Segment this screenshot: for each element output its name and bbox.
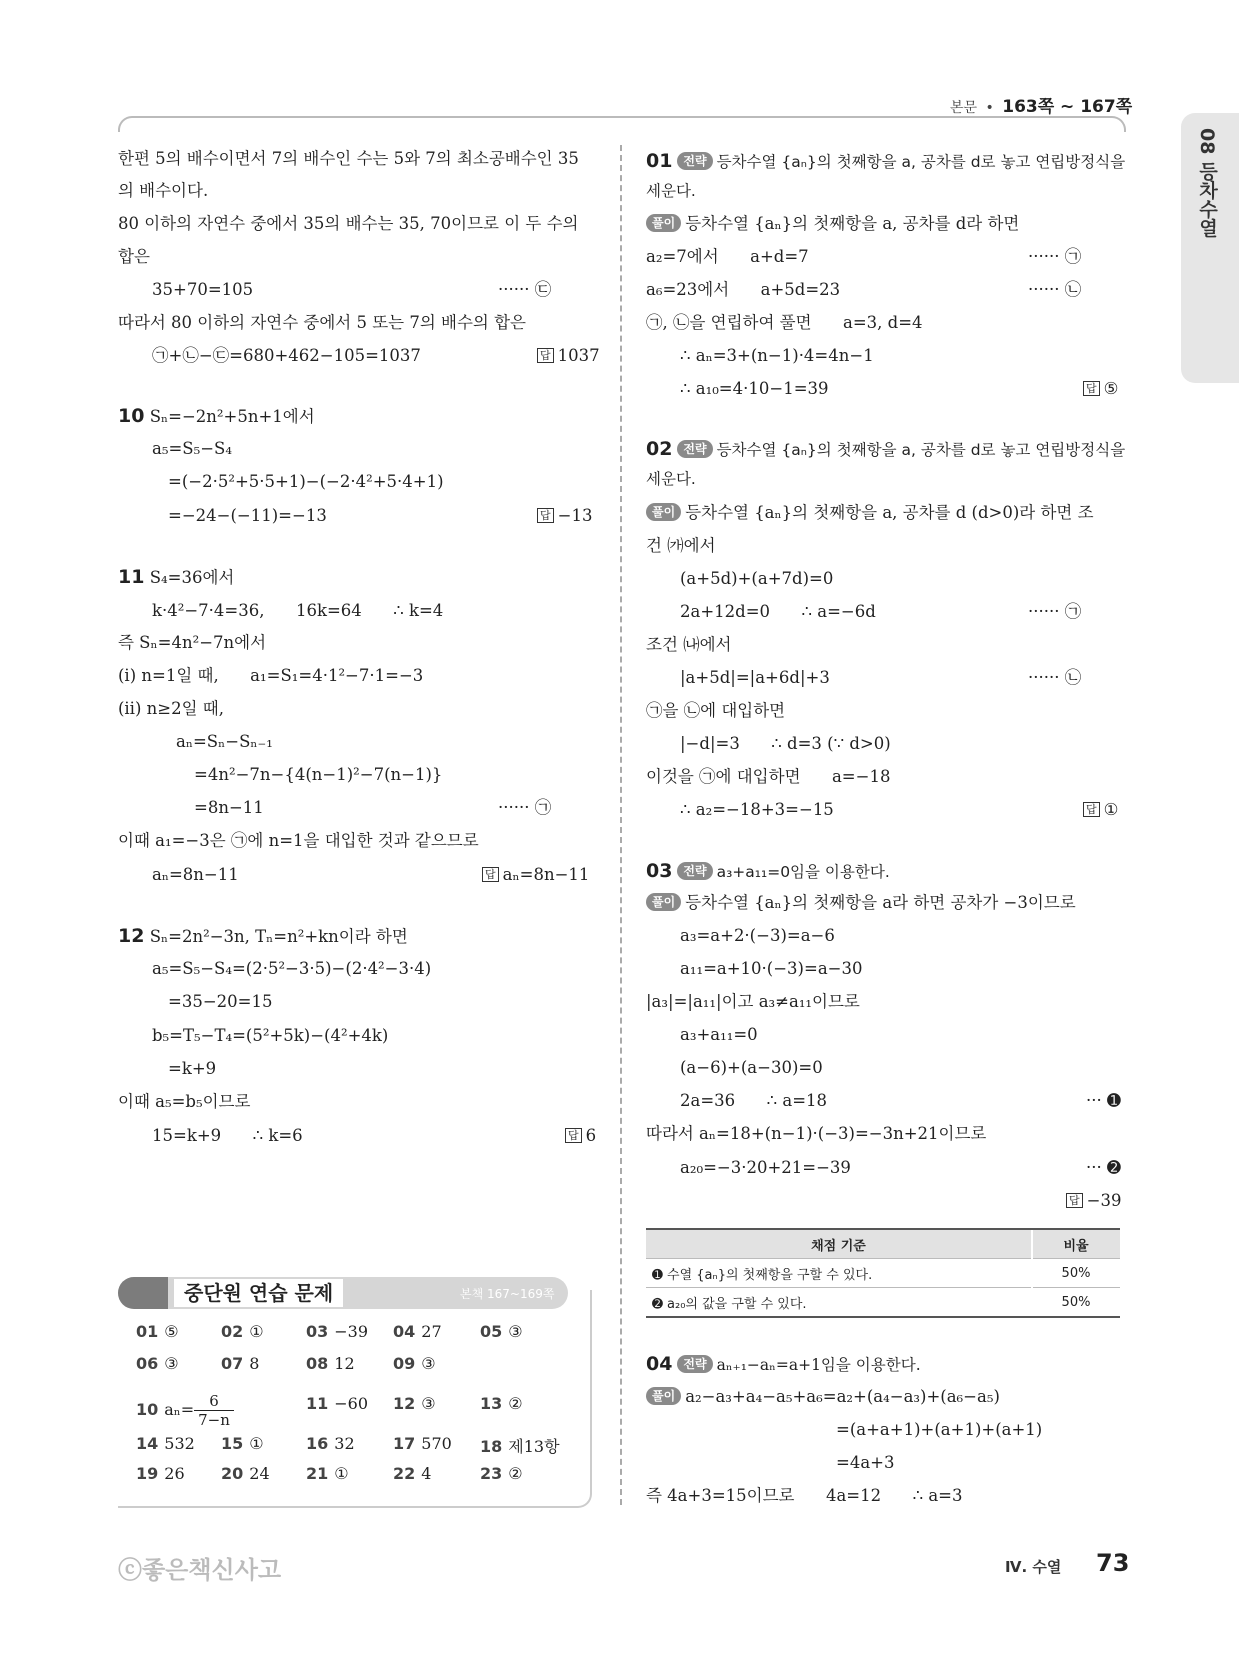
review-answer: 03 −39 <box>306 1322 369 1341</box>
text-line: Sₙ=2n²−3n, Tₙ=n²+kn이라 하면 <box>149 927 408 946</box>
problem-number: 01 <box>646 150 673 172</box>
equation: a₁₁=a+10·(−3)=a−30 <box>680 959 863 978</box>
page-header <box>950 92 1132 117</box>
strategy-text: 세운다. <box>646 470 696 488</box>
equation: ㉠+㉡−㉢=680+462−105=1037 <box>152 346 421 365</box>
equation: aₙ=Sₙ−Sₙ₋₁ <box>176 732 273 751</box>
review-answer: 04 27 <box>393 1322 442 1341</box>
strategy-tag: 전략 <box>677 1355 712 1373</box>
answer <box>537 345 600 367</box>
equation: =35−20=15 <box>168 992 273 1011</box>
side-tab-label: 08 등차수열 <box>1196 128 1218 238</box>
equation: (a+5d)+(a+7d)=0 <box>680 569 834 588</box>
solution-line: 풀이 등차수열 {aₙ}의 첫째항을 a라 하면 공차가 −3이므로 <box>646 892 1076 914</box>
top-rule <box>118 116 1126 132</box>
answer-value: ① <box>1103 800 1119 819</box>
answer <box>537 505 592 527</box>
answer-mark: 답 <box>1066 1193 1083 1208</box>
text-line: 이것을 ㉠에 대입하면 a=−18 <box>646 767 891 786</box>
review-answer: 02 ① <box>221 1322 264 1341</box>
text-line: 조건 ㈏에서 <box>646 635 732 654</box>
fraction <box>194 1392 234 1429</box>
review-answer: 16 32 <box>306 1434 355 1453</box>
text-line: 따라서 80 이하의 자연수 중에서 5 또는 7의 배수의 합은 <box>118 313 526 332</box>
text-line: Sₙ=−2n²+5n+1에서 <box>149 407 315 426</box>
fraction-denominator: 7−n <box>198 1411 230 1429</box>
strategy-text: 등차수열 {aₙ}의 첫째항을 a, 공차를 d로 놓고 연립방정식을 <box>716 441 1126 459</box>
equation: k·4²−7·4=36, 16k=64 ∴ k=4 <box>152 601 444 620</box>
answer-mark: 답 <box>565 1128 582 1143</box>
problem-number: 10 <box>118 405 145 427</box>
review-answer: 11 −60 <box>306 1394 369 1413</box>
review-header-accent <box>118 1277 168 1309</box>
review-answer: 17 570 <box>393 1434 452 1453</box>
review-answer: 19 26 <box>136 1464 185 1483</box>
equation: a₃+a₁₁=0 <box>680 1025 758 1044</box>
answer-value: 1037 <box>557 346 600 365</box>
answer-value: ⑤ <box>1103 379 1119 398</box>
solution-line: 풀이 등차수열 {aₙ}의 첫째항을 a, 공차를 d라 하면 <box>646 213 1019 235</box>
problem-number: 04 <box>646 1353 673 1375</box>
header-prefix: 본문 <box>950 100 978 116</box>
equation: a₅=S₅−S₄ <box>152 439 232 458</box>
text-line: 건 ㈎에서 <box>646 536 716 555</box>
grading-ratio: 50% <box>1032 1259 1120 1288</box>
text-line: S₄=36에서 <box>149 568 235 587</box>
equation-marker: ······ ㉠ <box>1028 602 1082 621</box>
equation: =−24−(−11)=−13 <box>168 506 327 525</box>
header-range: 163쪽 ~ 167쪽 <box>1002 97 1133 117</box>
equation: a₅=S₅−S₄=(2·5²−3·5)−(2·4²−3·4) <box>152 959 432 978</box>
problem-number: 12 <box>118 925 145 947</box>
equation-marker: ······ ㉡ <box>1028 280 1082 299</box>
strategy-text: aₙ₊₁−aₙ=a+1임을 이용한다. <box>716 1356 921 1374</box>
review-answer: 12 ③ <box>393 1394 436 1413</box>
problem-number: 11 <box>118 566 145 588</box>
solution-tag: 풀이 <box>646 214 681 232</box>
grading-table-header <box>646 1229 1120 1259</box>
table-row <box>646 1288 1120 1318</box>
equation: (a−6)+(a−30)=0 <box>680 1058 823 1077</box>
text-line: 의 배수이다. <box>118 181 209 200</box>
problem-12 <box>118 925 408 948</box>
equation-marker: ······ ㉠ <box>498 798 552 817</box>
equation-marker: ······ ㉢ <box>498 280 552 299</box>
review-title: 중단원 연습 문제 <box>174 1279 343 1307</box>
problem-04 <box>646 1353 921 1376</box>
review-answer: 08 12 <box>306 1354 355 1373</box>
equation: 2a=36 ∴ a=18 <box>680 1091 828 1110</box>
equation: =4a+3 <box>836 1453 895 1472</box>
step-marker: ··· ➋ <box>1086 1158 1121 1177</box>
answer <box>1083 378 1118 400</box>
text-line: 이때 a₅=b₅이므로 <box>118 1092 251 1111</box>
grading-header-criteria: 채점 기준 <box>646 1229 1032 1259</box>
strategy-tag: 전략 <box>677 440 712 458</box>
text-line: 따라서 aₙ=18+(n−1)·(−3)=−3n+21이므로 <box>646 1124 987 1143</box>
strategy-text: 등차수열 {aₙ}의 첫째항을 a, 공차를 d로 놓고 연립방정식을 <box>716 153 1126 171</box>
text-line: (ⅰ) n=1일 때, a₁=S₁=4·1²−7·1=−3 <box>118 666 424 685</box>
equation: a₆=23에서 a+5d=23 <box>646 280 841 299</box>
equation: |a+5d|=|a+6d|+3 <box>680 668 830 687</box>
equation: b₅=T₅−T₄=(5²+5k)−(4²+4k) <box>152 1026 389 1045</box>
review-answer: 09 ③ <box>393 1354 436 1373</box>
answer-value: −13 <box>557 506 593 525</box>
equation: a₂=7에서 a+d=7 <box>646 247 809 266</box>
answer <box>565 1125 596 1147</box>
answer-mark: 답 <box>1083 802 1100 817</box>
review-answer: 01 ⑤ <box>136 1322 179 1341</box>
table-row <box>646 1259 1120 1288</box>
answer-mark: 답 <box>482 867 499 882</box>
review-answer: 22 4 <box>393 1464 432 1483</box>
column-divider <box>620 145 622 1505</box>
text-line: |a₃|=|a₁₁|이고 a₃≠a₁₁이므로 <box>646 992 860 1011</box>
review-answer: 18 제13항 <box>480 1437 560 1456</box>
equation: 2a+12d=0 ∴ a=−6d <box>680 602 876 621</box>
answer-value: 6 <box>585 1126 597 1145</box>
strategy-text: a₃+a₁₁=0임을 이용한다. <box>716 863 890 881</box>
answer-value: −39 <box>1086 1191 1122 1210</box>
solution-tag: 풀이 <box>646 1387 681 1405</box>
problem-number: 03 <box>646 860 673 882</box>
strategy-tag: 전략 <box>677 862 712 880</box>
text-line: 80 이하의 자연수 중에서 35의 배수는 35, 70이므로 이 두 수의 <box>118 214 579 233</box>
answer <box>1083 799 1118 821</box>
equation: =(a+a+1)+(a+1)+(a+1) <box>836 1420 1043 1439</box>
answer-mark: 답 <box>1083 381 1100 396</box>
answer <box>1066 1190 1121 1212</box>
equation-marker: ······ ㉡ <box>1028 668 1082 687</box>
review-answer: 20 24 <box>221 1464 270 1483</box>
equation: ∴ aₙ=3+(n−1)·4=4n−1 <box>680 346 874 365</box>
review-answer: 05 ③ <box>480 1322 523 1341</box>
equation: ∴ a₁₀=4·10−1=39 <box>680 379 829 398</box>
bullet: • <box>985 100 994 116</box>
grading-criteria: ➋ a₂₀의 값을 구할 수 있다. <box>646 1288 1032 1318</box>
strategy-text: 세운다. <box>646 182 696 200</box>
equation-marker: ······ ㉠ <box>1028 247 1082 266</box>
text-line: 한편 5의 배수이면서 7의 배수인 수는 5와 7의 최소공배수인 35 <box>118 149 579 168</box>
chapter-label: Ⅳ. 수열 <box>1005 1558 1062 1576</box>
equation: ∴ a₂=−18+3=−15 <box>680 800 834 819</box>
problem-02 <box>646 438 1125 461</box>
grading-ratio: 50% <box>1032 1288 1120 1318</box>
equation: ㉠, ㉡을 연립하여 풀면 a=3, d=4 <box>646 313 923 332</box>
review-answer: 10 aₙ= $\frac{6}{7-n}$ <box>136 1392 234 1429</box>
problem-01 <box>646 150 1125 173</box>
equation: =(−2·5²+5·5+1)−(−2·4²+5·4+1) <box>168 472 444 491</box>
grading-header-ratio: 비율 <box>1032 1229 1120 1259</box>
solution-tag: 풀이 <box>646 893 681 911</box>
grading-table <box>646 1228 1120 1318</box>
answer <box>482 864 589 886</box>
text-line: 즉 4a+3=15이므로 4a=12 ∴ a=3 <box>646 1486 963 1505</box>
publisher-logo: ⓒ좋은책신사고 <box>118 1556 282 1584</box>
review-answer: 15 ① <box>221 1434 264 1453</box>
review-answer: 06 ③ <box>136 1354 179 1373</box>
equation: 15=k+9 ∴ k=6 <box>152 1126 303 1145</box>
text-line: 즉 Sₙ=4n²−7n에서 <box>118 633 267 652</box>
equation: =4n²−7n−{4(n−1)²−7(n−1)} <box>194 765 443 784</box>
solution-line: 풀이 등차수열 {aₙ}의 첫째항을 a, 공차를 d (d>0)라 하면 조 <box>646 502 1094 524</box>
answer-value: aₙ=8n−11 <box>502 865 590 884</box>
equation: =8n−11 <box>194 798 264 817</box>
text-line: 합은 <box>118 247 150 266</box>
equation: =k+9 <box>168 1059 217 1078</box>
review-answer: 23 ② <box>480 1464 523 1483</box>
problem-10 <box>118 405 315 428</box>
problem-03 <box>646 860 890 883</box>
solution-line: 풀이 a₂−a₃+a₄−a₅+a₆=a₂+(a₄−a₃)+(a₆−a₅) <box>646 1386 1000 1408</box>
equation: |−d|=3 ∴ d=3 (∵ d>0) <box>680 734 891 753</box>
problem-number: 02 <box>646 438 673 460</box>
text-line: ㉠을 ㉡에 대입하면 <box>646 701 786 720</box>
solution-tag: 풀이 <box>646 503 681 521</box>
review-answer: 14 532 <box>136 1434 195 1453</box>
step-marker: ··· ➊ <box>1086 1091 1121 1110</box>
fraction-numerator: 6 <box>194 1392 234 1411</box>
answer-mark: 답 <box>537 348 554 363</box>
review-pages: 본책 167~169쪽 <box>460 1287 555 1301</box>
page-number: 73 <box>1096 1549 1130 1577</box>
equation: a₃=a+2·(−3)=a−6 <box>680 926 835 945</box>
review-answer: 13 ② <box>480 1394 523 1413</box>
equation: 35+70=105 <box>152 280 254 299</box>
text-line: 이때 a₁=−3은 ㉠에 n=1을 대입한 것과 같으므로 <box>118 831 479 850</box>
strategy-tag: 전략 <box>677 152 712 170</box>
text-line: (ⅱ) n≥2일 때, <box>118 699 224 718</box>
equation: a₂₀=−3·20+21=−39 <box>680 1158 851 1177</box>
equation: aₙ=8n−11 <box>152 865 239 884</box>
review-answer: 07 8 <box>221 1354 260 1373</box>
problem-11 <box>118 566 234 589</box>
review-answer: 21 ① <box>306 1464 349 1483</box>
grading-criteria: ➊ 수열 {aₙ}의 첫째항을 구할 수 있다. <box>646 1259 1032 1288</box>
answer-mark: 답 <box>537 508 554 523</box>
